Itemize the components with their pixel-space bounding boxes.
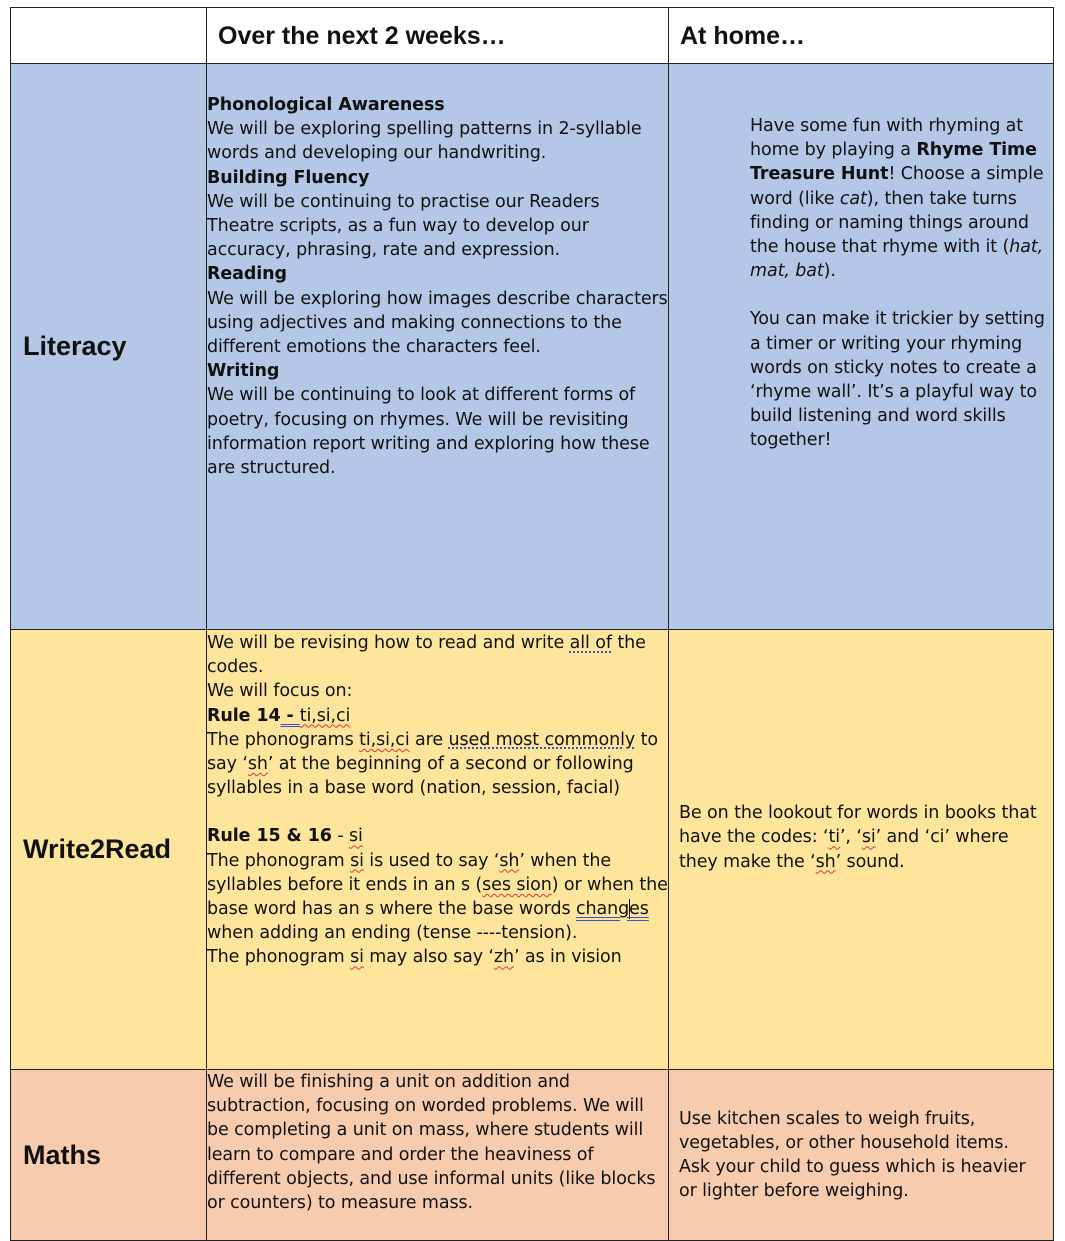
example-word: cat [839, 188, 867, 209]
text: the codes. [207, 633, 646, 678]
focus-line: We will focus on: [207, 681, 353, 702]
spelling-flag: ti,si,ci [359, 729, 410, 750]
spelling-flag: sh [815, 851, 836, 872]
rhyme-hunt-title: Rhyme Time Treasure Hunt [750, 140, 1037, 185]
text: es [629, 899, 649, 920]
text: ). [823, 261, 836, 282]
maths-subject: Maths [23, 1139, 102, 1170]
text: Have some fun with rhyming at home by playing a [750, 116, 1024, 161]
text: ’ and ‘ci’ where they make the ‘ [679, 827, 1009, 872]
spacer [750, 283, 1045, 307]
header-empty-cell [11, 8, 207, 64]
rule-15-heading [207, 824, 668, 848]
text: ’ as in vision [513, 947, 622, 968]
literacy-home [750, 114, 1045, 453]
grammar-flag: all of [569, 633, 612, 653]
header-next-weeks: Over the next 2 weeks… [218, 22, 506, 50]
literacy-row [11, 64, 1054, 630]
spelling-flag: zh [493, 947, 514, 968]
text: is used to say ‘ [363, 850, 500, 871]
text: ! Choose a simple word (like [750, 164, 1044, 209]
spelling-flag: si [861, 827, 876, 848]
text: The phonogram [207, 850, 351, 871]
text: ’, ‘ [839, 827, 862, 848]
text: The phonogram [207, 947, 351, 968]
write2read-home [679, 801, 1045, 874]
grammar-flag: used most commonly [448, 729, 636, 750]
text: when adding an ending (tense ----tension). [207, 923, 578, 944]
literacy-subject-cell [11, 64, 207, 630]
rule-14-heading [207, 704, 668, 728]
text: Be on the lookout for words in books that have the codes: ‘ [679, 803, 1037, 848]
intro-line [207, 631, 668, 679]
text: ’ when the syllables before it ends in an s ( [207, 850, 612, 895]
rule-14-body [207, 728, 668, 801]
maths-home-cell [669, 1070, 1054, 1241]
write2read-subject-cell [11, 630, 207, 1070]
write2read-home-cell [669, 630, 1054, 1070]
separator: - [280, 705, 300, 726]
spelling-flag: si [350, 850, 364, 871]
section-body: We will be exploring how images describe characters using adjectives and making connections to the different emotions the characters feel. [207, 288, 668, 358]
separator: - [331, 826, 349, 847]
example-words: hat, mat, bat [750, 237, 1044, 282]
write2read-subject: Write2Read [23, 834, 172, 864]
section-body: We will be exploring spelling patterns in 2-syllable words and developing our handwriting. [207, 119, 642, 164]
text: We will be revising how to read and write [207, 633, 570, 653]
write2read-row [11, 630, 1054, 1070]
header-row [11, 8, 1054, 64]
text: ), then take turns finding or naming things around the house that rhyme with it ( [750, 188, 1029, 258]
home-paragraph-2: You can make it trickier by setting a timer or writing your rhyming words on sticky notes to create a ‘rhyme wall’. It’s a playful way to build listening and word skills together! [750, 309, 1045, 451]
text: ’ at the beginning of a second or following syllables in a base word (nation, session, facial) [207, 754, 634, 799]
literacy-plan-cell [207, 64, 669, 630]
rule-label: Rule 14 [207, 705, 281, 726]
section-heading: Building Fluency [207, 167, 370, 188]
header-next-weeks-cell [207, 8, 669, 64]
spelling-flag: sh [247, 754, 268, 775]
header-at-home: At home… [680, 22, 805, 50]
literacy-home-cell [669, 64, 1054, 630]
text: are [409, 729, 449, 750]
spelling-flag: si [349, 826, 363, 847]
spacer [207, 800, 668, 824]
text: may also say ‘ [363, 947, 494, 968]
text: The phonograms [207, 729, 360, 750]
spelling-flag: sh [499, 850, 520, 871]
maths-plan: We will be finishing a unit on addition and subtraction, focusing on worded problems. We will be completing a unit on mass, where students will learn to compare and order the heaviness of different objects, and use informal units (like blocks or counters) to measure mass. [207, 1072, 656, 1214]
section-heading: Reading [207, 264, 287, 285]
rule-16-body [207, 945, 668, 969]
maths-row [11, 1070, 1054, 1241]
home-paragraph-1 [750, 114, 1045, 283]
section-heading: Writing [207, 361, 280, 382]
spelling-flag: ses sion [482, 874, 552, 895]
literacy-subject: Literacy [23, 331, 127, 361]
write2read-plan-cell [207, 630, 669, 1070]
text: chang [575, 899, 630, 920]
text: to say ‘ [207, 729, 658, 775]
maths-home: Use kitchen scales to weigh fruits, vegetables, or other household items. Ask your child to guess which is heavier or lighter before weighing. [679, 1108, 1026, 1202]
text: ’ sound. [835, 851, 905, 872]
spelling-flag: si [350, 947, 364, 968]
write2read-plan [207, 631, 668, 970]
header-at-home-cell [669, 8, 1054, 64]
literacy-plan [207, 93, 668, 480]
spelling-flag: ti,si,ci [299, 705, 351, 726]
section-body: We will be continuing to practise our Readers Theatre scripts, as a fun way to develop our accuracy, phrasing, rate and expression. [207, 191, 600, 261]
grammar-flag [576, 899, 649, 919]
text: ) or when the base word has an s where the base words [207, 874, 668, 920]
section-body: We will be continuing to look at different forms of poetry, focusing on rhymes. We will be revisiting information report writing and exploring how these are structured. [207, 385, 650, 479]
spelling-flag: ti [828, 827, 840, 848]
rule-label: Rule 15 & 16 [207, 826, 332, 847]
planner-table [10, 7, 1054, 1241]
rule-15-body [207, 849, 668, 946]
maths-subject-cell [11, 1070, 207, 1241]
maths-plan-cell [207, 1070, 669, 1241]
section-heading: Phonological Awareness [207, 95, 445, 115]
